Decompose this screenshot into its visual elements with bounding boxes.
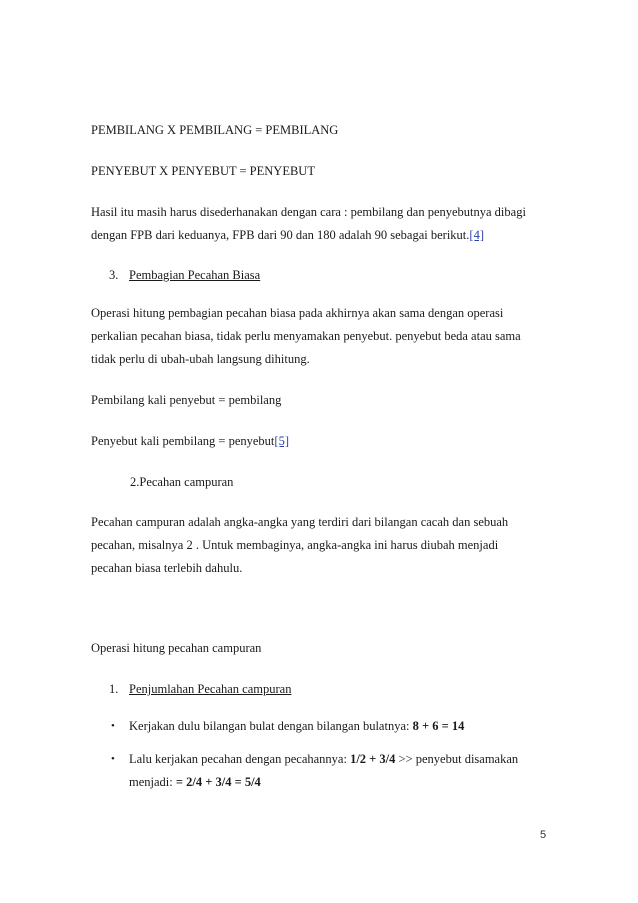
bullet-2-line-2-bold: = 2/4 + 3/4 = 5/4 [175, 775, 261, 789]
simplify-line-2-text: dengan FPB dari keduanya, FPB dari 90 dan 180 adalah 90 sebagai berikut. [91, 228, 470, 242]
bullet-1-bold: 8 + 6 = 14 [412, 719, 465, 733]
bullet-2-bold: 1/2 + 3/4 [350, 752, 396, 766]
bullet-2-line-2-text: menjadi: [129, 775, 176, 789]
bullet-2-text-2: >> penyebut disamakan [395, 752, 519, 766]
bullet-1-text: Kerjakan dulu bilangan bulat dengan bilangan bulatnya: [129, 719, 413, 733]
bullet-icon: • [111, 720, 115, 732]
bullet-2-text: Lalu kerjakan pecahan dengan pecahannya: [129, 752, 351, 766]
page-number: 5 [540, 829, 547, 841]
paragraph-mixed-line-1: Pecahan campuran adalah angka-angka yang terdiri dari bilangan cacah dan sebuah [91, 515, 509, 529]
paragraph-simplify-line-1: Hasil itu masih harus disederhanakan dengan cara : pembilang dan penyebutnya dibagi [91, 205, 526, 219]
bullet-icon: • [111, 753, 115, 765]
paragraph-division-line-2: perkalian pecahan biasa, tidak perlu menyamakan penyebut. penyebut beda atau sama [91, 329, 521, 343]
paragraph-mixed-line-2: pecahan, misalnya 2 . Untuk membaginya, angka-angka ini harus diubah menjadi [91, 538, 499, 552]
bullet-item-2-line-1 [129, 751, 518, 767]
section-3-number: 3. [109, 268, 119, 282]
paragraph-division-line-1: Operasi hitung pembagian pecahan biasa pada akhirnya akan sama dengan operasi [91, 306, 504, 320]
footnote-link-5[interactable]: [5] [274, 434, 289, 448]
paragraph-penyebut-rule: PENYEBUT X PENYEBUT = PENYEBUT [91, 164, 315, 178]
penyebut-kali-text: Penyebut kali pembilang = penyebut [91, 434, 275, 448]
paragraph-operations-heading: Operasi hitung pecahan campuran [91, 641, 262, 655]
footnote-link-4[interactable]: [4] [469, 228, 484, 242]
section-3-heading: Pembagian Pecahan Biasa [129, 268, 261, 282]
paragraph-division-line-3: tidak perlu di ubah-ubah langsung dihitung. [91, 352, 310, 366]
section-2-heading: 2.Pecahan campuran [130, 475, 234, 489]
paragraph-penyebut-kali [91, 433, 289, 449]
section-1-number: 1. [109, 682, 119, 696]
paragraph-pembilang-rule: PEMBILANG X PEMBILANG = PEMBILANG [91, 123, 339, 137]
paragraph-mixed-line-3: pecahan biasa terlebih dahulu. [91, 561, 243, 575]
bullet-item-2-line-2 [129, 774, 261, 790]
paragraph-pembilang-kali: Pembilang kali penyebut = pembilang [91, 393, 282, 407]
bullet-item-1 [129, 718, 464, 734]
section-1-heading: Penjumlahan Pecahan campuran [129, 682, 292, 696]
paragraph-simplify-line-2 [91, 227, 484, 243]
